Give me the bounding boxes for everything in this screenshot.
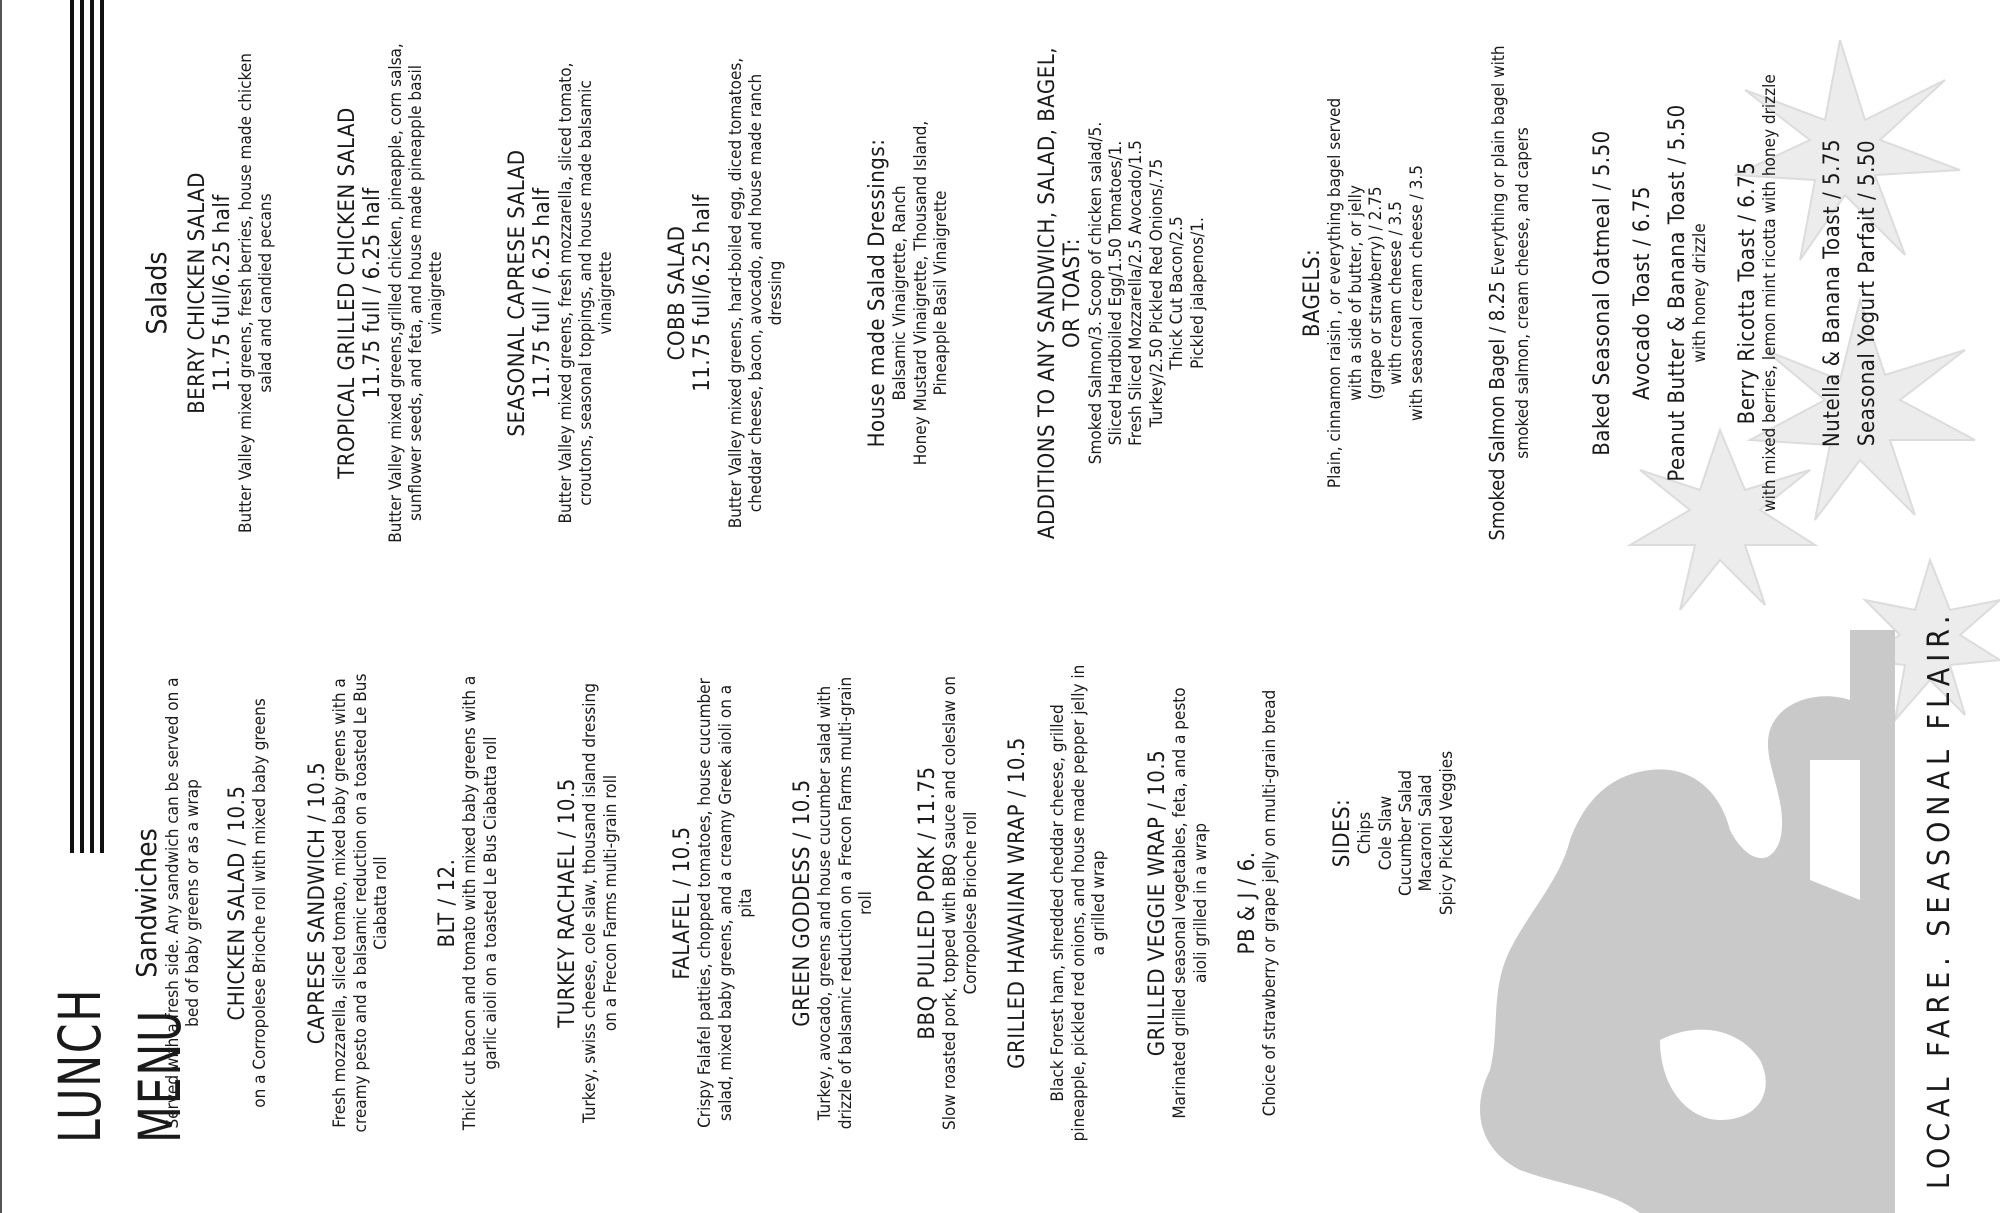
item-name: FALAFEL / 10.5	[670, 826, 695, 980]
sandwiches-intro: Served with a fresh side. Any sandwich can be served on a bed of baby greens or as a wrap	[163, 677, 204, 1129]
item-name: SEASONAL CAPRESE SALAD	[505, 149, 530, 437]
item-name: COBB SALAD	[665, 225, 690, 361]
item-name: PB & J / 6.	[1235, 851, 1260, 955]
title-rule	[90, 0, 94, 853]
dressings-block	[865, 53, 951, 533]
side-item: Cucumber Salad	[1396, 769, 1417, 897]
item-name: TURKEY RACHAEL / 10.5	[555, 778, 580, 1028]
item-name: GRILLED HAWAIIAN WRAP / 10.5	[1005, 737, 1030, 1069]
item-price: 11.75 full / 6.25 half	[530, 187, 556, 399]
item-description: Fresh mozzarella, sliced tomato, mixed baby greens with a creamy pesto and a balsamic reduction on a toasted Le Bus Ciabatta roll	[330, 673, 392, 1133]
item-name: Nutella & Banana Toast / 5.75	[1820, 138, 1845, 448]
item-description: on a Corropolese Brioche roll with mixed baby greens	[250, 698, 271, 1108]
item-description: Butter Valley mixed greens,grilled chicken, pineapple, corn salsa, sunflower seeds, and feta, and house made pineapple basil vinaigrette	[385, 43, 447, 543]
item-description: Slow roasted pork, topped with BBQ sauce and coleslaw on Corropolese Brioche roll	[940, 676, 981, 1130]
item-description: Butter Valley mixed greens, hard-boiled egg, diced tomatoes, cheddar cheese, bacon, avocado, and house made ranch dressing	[725, 57, 787, 529]
item-name: Avocado Toast / 6.75	[1630, 186, 1655, 400]
item-name: BBQ PULLED PORK / 11.75	[915, 766, 940, 1040]
toast-item	[1630, 73, 1655, 513]
item-name: Berry Ricotta Toast / 6.75	[1735, 161, 1760, 425]
menu-item	[670, 673, 756, 1133]
title-rule	[100, 0, 104, 853]
item-name: CAPRESE SANDWICH / 10.5	[305, 761, 330, 1045]
item-name: Smoked Salmon Bagel / 8.25	[1485, 281, 1509, 541]
bagel-line: (grape or strawberry) / 2.75	[1366, 186, 1387, 400]
item-name: GREEN GODDESS / 10.5	[790, 779, 815, 1027]
item-name: BERRY CHICKEN SALAD	[185, 172, 210, 414]
toast-item	[1590, 73, 1615, 513]
addition-line: Thick Cut Bacon/2.5	[1167, 216, 1188, 370]
sides-block	[1330, 703, 1457, 963]
title-rule	[70, 0, 74, 853]
dressing-line: Pineapple Basil Vinaigrette	[931, 190, 952, 396]
item-description: Butter Valley mixed greens, fresh berries, house made chicken salad and candied pecans	[235, 53, 276, 533]
addition-line: Turkey/2.50 Pickled Red Onions/.75	[1146, 158, 1167, 428]
item-description: with mixed berries, lemon mint ricotta with honey drizzle	[1760, 74, 1781, 512]
item-description: Black Forest ham, shredded cheddar cheese, grilled pineapple, pickled red onions, and house made pepper jelly in a grilled wrap	[1048, 664, 1110, 1142]
sandwiches-heading-block	[130, 673, 204, 1133]
side-item: Chips	[1355, 811, 1376, 855]
additions-heading: ADDITIONS TO ANY SANDWICH, SALAD, BAGEL, OR TOAST:	[1035, 46, 1086, 540]
item-description: Choice of strawberry or grape jelly on multi-grain bread	[1260, 689, 1281, 1117]
side-item: Spicy Pickled Veggies	[1436, 750, 1457, 916]
dressings-heading: House made Salad Dressings:	[865, 138, 890, 448]
menu-item	[555, 673, 621, 1133]
item-description: Turkey, avocado, greens and house cucumber salad with drizzle of balsamic reduction on a Frecon Farms multi-grain roll	[815, 676, 877, 1130]
item-name: TROPICAL GRILLED CHICKEN SALAD	[335, 107, 360, 479]
menu-item	[1005, 663, 1109, 1143]
dressing-line: Balsamic Vinaigrette, Ranch	[890, 185, 911, 401]
toast-item	[1820, 73, 1845, 513]
menu-item	[435, 673, 501, 1133]
side-item: Macaroni Salad	[1416, 774, 1437, 892]
tagline: LOCAL FARE. SEASONAL FLAIR.	[1922, 609, 1957, 1189]
item-description: Butter Valley mixed greens, fresh mozzarella, sliced tomato, croutons, seasonal toppings, and house made balsamic vinaigrette	[555, 62, 617, 524]
addition-line: Pickled jalapenos/1.	[1187, 217, 1208, 369]
sandwiches-heading: Sandwiches	[130, 828, 163, 978]
addition-line: Fresh Sliced Mozzarella/2.5 Avocado/1.5	[1126, 140, 1147, 446]
menu-item	[1145, 673, 1211, 1133]
item-name: Baked Seasonal Oatmeal / 5.50	[1590, 130, 1615, 456]
salad-item	[665, 53, 787, 533]
item-name: Peanut Butter & Banana Toast / 5.50	[1665, 104, 1690, 482]
salad-item	[335, 43, 447, 543]
menu-item	[790, 673, 876, 1133]
title-rule	[80, 0, 84, 853]
item-description: with honey drizzle	[1690, 223, 1711, 363]
addition-line: Sliced Hardboiled Egg/1.50 Tomatoes/1.	[1105, 140, 1126, 446]
item-description: Crispy Falafel patties, chopped tomatoes, house cucumber salad, mixed baby greens, and a creamy Greek aioli on a pita	[695, 678, 757, 1128]
item-price: 11.75 full/6.25 half	[210, 194, 236, 392]
menu-item	[225, 673, 271, 1133]
bagels-heading: BAGELS:	[1300, 248, 1325, 338]
menu-item	[915, 673, 981, 1133]
bagels-block	[1300, 33, 1427, 553]
item-price: 11.75 full / 6.25 half	[360, 187, 386, 399]
menu-item	[1235, 673, 1281, 1133]
toast-item	[1665, 73, 1711, 513]
item-name: Seasonal Yogurt Parfait / 5.50	[1855, 139, 1880, 447]
additions-block	[1035, 33, 1208, 553]
salmon-bagel-item	[1485, 33, 1534, 553]
item-name: BLT / 12.	[435, 858, 460, 948]
salads-heading-block	[140, 63, 173, 523]
menu-item	[305, 663, 391, 1143]
salads-heading: Salads	[140, 251, 173, 335]
item-description: Everything or plain bagel with smoked salmon, cream cheese, and capers	[1489, 45, 1534, 459]
toast-item	[1855, 73, 1880, 513]
addition-line: Smoked Salmon/3. Scoop of chicken salad/5.	[1085, 121, 1106, 465]
toast-item	[1735, 63, 1781, 523]
item-name: CHICKEN SALAD / 10.5	[225, 785, 250, 1021]
bagel-line: with a side of butter, or jelly	[1345, 185, 1366, 401]
sides-heading: SIDES:	[1330, 798, 1355, 868]
salad-item	[505, 53, 617, 533]
item-name: GRILLED VEGGIE WRAP / 10.5	[1145, 749, 1170, 1057]
item-description: Thick cut bacon and tomato with mixed baby greens with a garlic aioli on a toasted Le Bus Ciabatta roll	[460, 675, 501, 1131]
bagel-line: Plain, cinnamon raisin , or everything bagel served	[1325, 97, 1346, 489]
item-description: Turkey, swiss cheese, cole slaw, thousand island dressing on a Frecon Farms multi-grain roll	[580, 683, 621, 1123]
bagel-line: with seasonal cream cheese / 3.5	[1406, 165, 1427, 421]
item-description: Marinated grilled seasonal vegetables, feta, and a pesto aioli grilled in a wrap	[1170, 687, 1211, 1119]
menu-title: LUNCH MENU	[46, 987, 194, 1143]
item-price: 11.75 full/6.25 half	[690, 194, 716, 392]
bagel-line: with cream cheese / 3.5	[1386, 201, 1407, 385]
dressing-line: Honey Mustard Vinaigrette, Thousand Island,	[910, 120, 931, 466]
salad-item	[185, 53, 276, 533]
side-item: Cole Slaw	[1375, 795, 1396, 871]
